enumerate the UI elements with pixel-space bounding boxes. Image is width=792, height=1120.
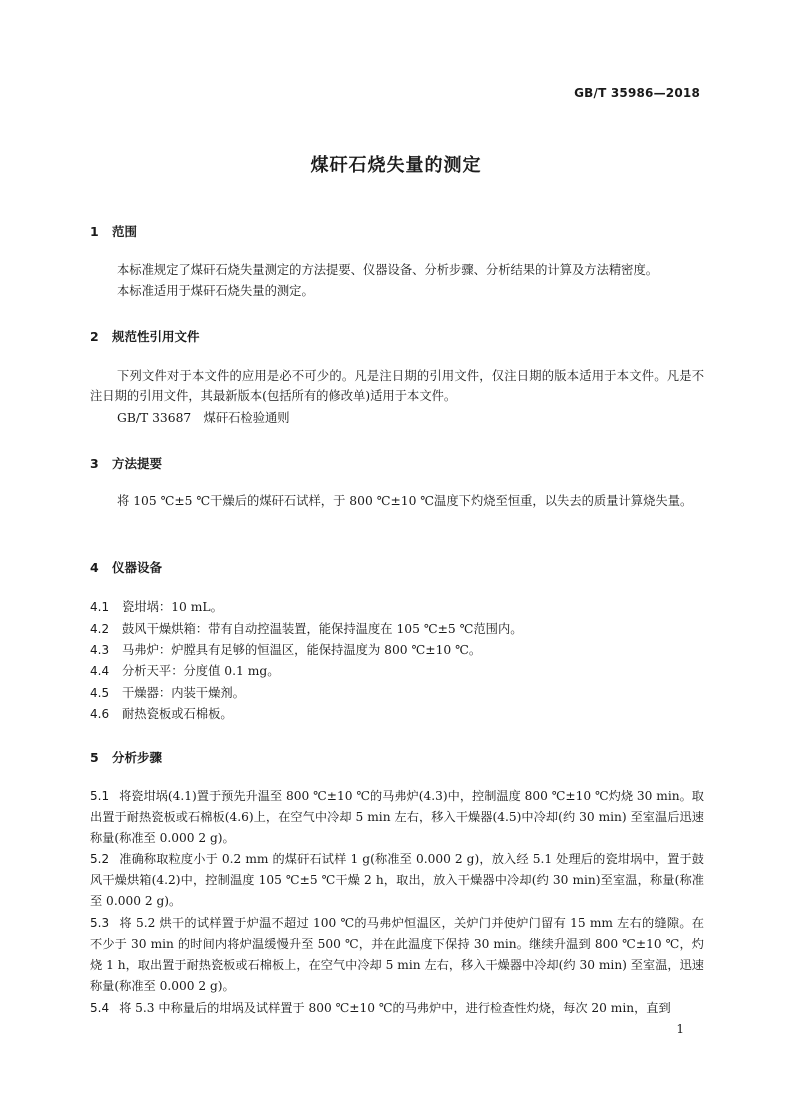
section-4-heading: [90, 558, 162, 576]
section-number: 4: [90, 560, 99, 575]
section-3-heading: [90, 454, 162, 472]
section-5-heading: [90, 748, 162, 766]
procedure-step: [90, 998, 704, 1019]
step-text: 将 5.2 烘干的试样置于炉温不超过 100 ℃的马弗炉恒温区，关炉门并使炉门留有 15 mm 左右的缝隙。在不少于 30 min 的时间内将炉温缓慢升至 500 ℃，并在此温度下保持 30 min。继续升温到 800 ℃±10 ℃，灼烧 1 h，取出置于耐热瓷板或石棉板上，在空气中冷却 5 min 左右，移入干燥器中冷却(约 30 min) 至室温，迅速称量(称准至 0.000 2 g)。: [90, 916, 704, 993]
item-number: 4.6: [90, 707, 110, 721]
step-number: 5.3: [90, 916, 110, 930]
procedure-step: [90, 913, 704, 997]
item-number: 4.2: [90, 622, 110, 636]
section-title: 仪器设备: [112, 560, 163, 575]
section-1-heading: [90, 222, 137, 240]
apparatus-item: [90, 683, 704, 703]
method-summary-paragraph: 将 105 ℃±5 ℃干燥后的煤矸石试样，于 800 ℃±10 ℃温度下灼烧至恒重，以失去的质量计算烧失量。: [117, 494, 693, 508]
document-title: 煤矸石烧失量的测定: [310, 155, 482, 176]
scope-paragraph-1: 本标准规定了煤矸石烧失量测定的方法提要、仪器设备、分析步骤、分析结果的计算及方法精密度。: [117, 263, 659, 277]
item-number: 4.3: [90, 643, 110, 657]
section-title: 范围: [112, 224, 138, 239]
section-number: 5: [90, 750, 99, 765]
section-number: 2: [90, 329, 99, 344]
item-text: 马弗炉：炉膛具有足够的恒温区，能保持温度为 800 ℃±10 ℃。: [122, 643, 482, 657]
step-number: 5.1: [90, 789, 110, 803]
item-text: 分析天平：分度值 0.1 mg。: [122, 664, 280, 678]
reference-entry: GB/T 33687 煤矸石检验通则: [117, 411, 290, 425]
item-text: 瓷坩埚：10 mL。: [122, 600, 223, 614]
scope-paragraph-2: 本标准适用于煤矸石烧失量的测定。: [117, 284, 314, 298]
page-number: 1: [676, 1022, 684, 1036]
apparatus-item: [90, 619, 704, 639]
step-text: 准确称取粒度小于 0.2 mm 的煤矸石试样 1 g(称准至 0.000 2 g)，放入经 5.1 处理后的瓷坩埚中，置于鼓风干燥烘箱(4.2)中，控制温度 105 ℃±5 ℃干燥 2 h，取出，放入干燥器中冷却(约 30 min)至室温，称量(称准至 0.000 2 g)。: [90, 852, 704, 908]
section-number: 3: [90, 456, 99, 471]
normative-references-paragraph: 下列文件对于本文件的应用是必不可少的。凡是注日期的引用文件，仅注日期的版本适用于本文件。凡是不注日期的引用文件，其最新版本(包括所有的修改单)适用于本文件。: [90, 369, 704, 403]
item-number: 4.1: [90, 600, 110, 614]
item-text: 干燥器：内装干燥剂。: [122, 686, 245, 700]
item-text: 鼓风干燥烘箱：带有自动控温装置，能保持温度在 105 ℃±5 ℃范围内。: [122, 622, 523, 636]
apparatus-item: [90, 597, 704, 617]
section-2-heading: [90, 327, 200, 345]
step-text: 将瓷坩埚(4.1)置于预先升温至 800 ℃±10 ℃的马弗炉(4.3)中，控制温度 800 ℃±10 ℃灼烧 30 min。取出置于耐热瓷板或石棉板(4.6)上，在空气中冷却 5 min 左右，移入干燥器(4.5)中冷却(约 30 min) 至室温后迅速称量(称准至 0.000 2 g)。: [90, 789, 704, 845]
section-number: 1: [90, 224, 99, 239]
item-number: 4.4: [90, 664, 110, 678]
item-text: 耐热瓷板或石棉板。: [122, 707, 233, 721]
apparatus-item: [90, 661, 704, 681]
apparatus-item: [90, 704, 704, 724]
section-title: 分析步骤: [112, 750, 163, 765]
procedure-step: [90, 849, 704, 912]
standard-number: GB/T 35986—2018: [574, 86, 700, 100]
step-number: 5.4: [90, 1001, 110, 1015]
apparatus-item: [90, 640, 704, 660]
step-text: 将 5.3 中称量后的坩埚及试样置于 800 ℃±10 ℃的马弗炉中，进行检查性灼烧，每次 20 min，直到: [119, 1001, 671, 1015]
item-number: 4.5: [90, 686, 110, 700]
section-title: 规范性引用文件: [112, 329, 200, 344]
step-number: 5.2: [90, 852, 110, 866]
procedure-step: [90, 786, 704, 849]
section-title: 方法提要: [112, 456, 163, 471]
